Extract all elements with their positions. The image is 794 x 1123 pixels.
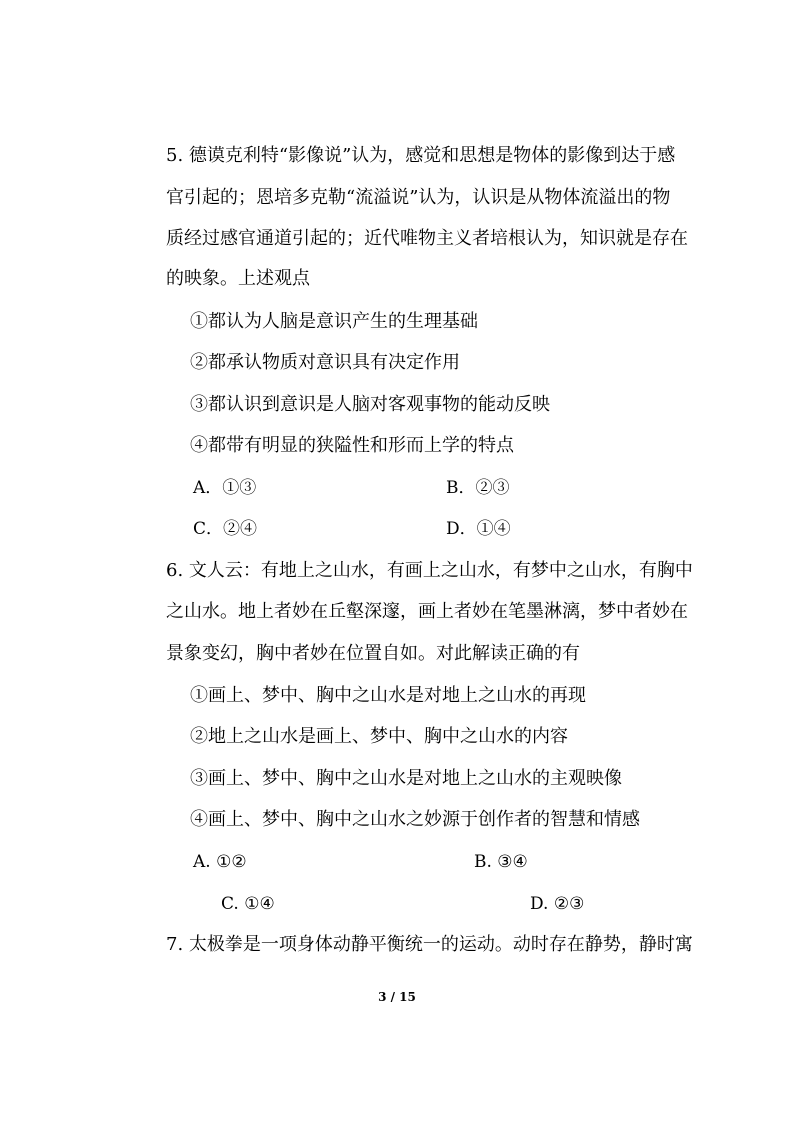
q6-choice-b: B. ③④ — [474, 852, 528, 872]
q5-statement-3: ③都认识到意识是人脑对客观事物的能动反映 — [190, 394, 550, 415]
q6-choice-d: D. ②③ — [530, 894, 585, 914]
q6-line-3: 景象变幻，胸中者妙在位置自如。对此解读正确的有 — [166, 643, 580, 664]
q7-line-1: 7. 太极拳是一项身体动静平衡统一的运动。动时存在静势，静时寓 — [166, 934, 693, 955]
q5-statement-1: ①都认为人脑是意识产生的生理基础 — [190, 311, 478, 332]
q5-line-1: 5. 德谟克利特“影像说”认为，感觉和思想是物体的影像到达于感 — [166, 145, 676, 166]
q5-statement-4: ④都带有明显的狭隘性和形而上学的特点 — [190, 435, 514, 456]
q6-line-2: 之山水。地上者妙在丘壑深邃，画上者妙在笔墨淋漓，梦中者妙在 — [166, 601, 688, 622]
q5-statement-2: ②都承认物质对意识具有决定作用 — [190, 352, 460, 373]
q6-choice-c: C. ①④ — [221, 894, 275, 914]
q5-line-2: 官引起的；恩培多克勒“流溢说”认为，认识是从物体流溢出的物 — [166, 187, 671, 208]
q5-choice-a: A．①③ — [193, 478, 257, 498]
q5-choice-b: B．②③ — [446, 478, 510, 498]
q6-statement-3: ③画上、梦中、胸中之山水是对地上之山水的主观映像 — [190, 768, 622, 789]
q6-statement-4: ④画上、梦中、胸中之山水之妙源于创作者的智慧和情感 — [190, 809, 640, 830]
q6-statement-1: ①画上、梦中、胸中之山水是对地上之山水的再现 — [190, 685, 586, 706]
q5-choice-c: C．②④ — [193, 519, 258, 539]
q5-line-4: 的映象。上述观点 — [166, 268, 310, 289]
q5-line-3: 质经过感官通道引起的；近代唯物主义者培根认为，知识就是存在 — [166, 228, 688, 249]
q6-statement-2: ②地上之山水是画上、梦中、胸中之山水的内容 — [190, 726, 568, 747]
q5-choice-d: D．①④ — [446, 519, 511, 539]
q6-choice-a: A. ①② — [193, 852, 247, 872]
page-number: 3 / 15 — [378, 990, 416, 1004]
q6-line-1: 6. 文人云：有地上之山水，有画上之山水，有梦中之山水，有胸中 — [166, 560, 693, 581]
